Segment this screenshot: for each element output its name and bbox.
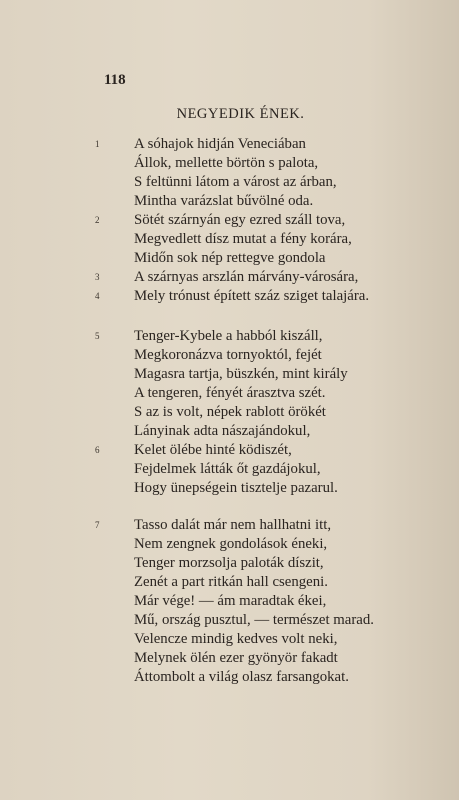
line-number: 6 [95,445,100,455]
verse-line: Mintha varázslat bűvölné oda. [134,193,314,209]
verse-line: Midőn sok nép rettegve gondola [134,250,326,266]
canto-title: NEGYEDIK ÉNEK. [176,106,305,122]
verse-line: Már vége! — ám maradtak ékei, [134,593,327,609]
verse-line: Fejdelmek látták őt gazdájokul, [134,461,321,477]
verse-line: A sóhajok hidján Veneciában [134,136,306,152]
verse-line: Tenger morzsolja paloták díszit, [134,555,324,571]
line-number: 4 [95,291,100,301]
line-number: 7 [95,520,100,530]
verse-line: Áttombolt a világ olasz farsangokat. [134,669,349,685]
verse-line: A szárnyas arszlán márvány-városára, [134,269,359,285]
verse-line: Magasra tartja, büszkén, mint király [134,366,348,382]
line-number: 1 [95,139,100,149]
verse-line: Hogy ünepségein tisztelje pazarul. [134,480,338,496]
verse-line: A tengeren, fényét árasztva szét. [134,385,326,401]
verse-line: Állok, mellette börtön s palota, [134,155,319,171]
verse-line: Lányinak adta nászajándokul, [134,423,311,439]
line-number: 5 [95,331,100,341]
line-number: 2 [95,215,100,225]
verse-line: S feltünni látom a várost az árban, [134,174,337,190]
verse-line: Mű, ország pusztul, — természet marad. [134,612,374,628]
verse-line: Kelet ölébe hinté ködiszét, [134,442,292,458]
verse-line: Megvedlett dísz mutat a fény korára, [134,231,352,247]
verse-line: Zenét a part ritkán hall csengeni. [134,574,328,590]
verse-line: Megkoronázva tornyoktól, fejét [134,347,322,363]
verse-line: Tenger-Kybele a habból kiszáll, [134,328,323,344]
verse-line: Sötét szárnyán egy ezred száll tova, [134,212,346,228]
page-number: 118 [104,72,126,88]
verse-line: Melynek ölén ezer gyönyör fakadt [134,650,338,666]
verse-line: Velencze mindig kedves volt neki, [134,631,338,647]
line-number: 3 [95,272,100,282]
verse-line: Tasso dalát már nem hallhatni itt, [134,517,332,533]
verse-line: Nem zengnek gondolások éneki, [134,536,328,552]
verse-line: S az is volt, népek rablott örökét [134,404,326,420]
verse-line: Mely trónust épített száz sziget talajára. [134,288,370,304]
